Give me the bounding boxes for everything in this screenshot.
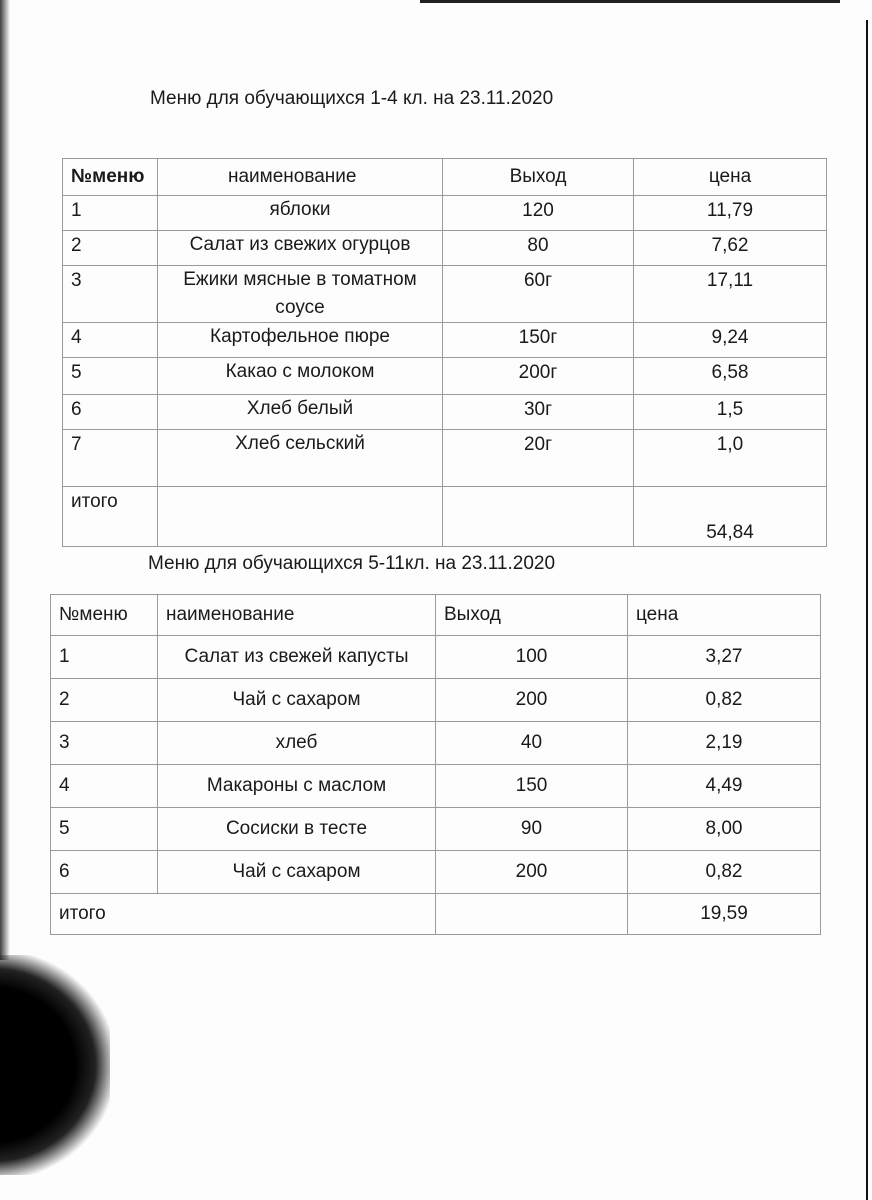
header-name: наименование xyxy=(158,595,436,636)
row-price: 4,49 xyxy=(628,765,821,808)
total-label: итого xyxy=(63,487,158,547)
table-row xyxy=(51,636,821,679)
row-price: 8,00 xyxy=(628,808,821,851)
table-row xyxy=(51,808,821,851)
row-number: 3 xyxy=(63,266,158,323)
table-row xyxy=(63,196,827,231)
header-name: наименование xyxy=(158,159,443,196)
row-yield: 90 xyxy=(436,808,628,851)
row-yield: 120 xyxy=(443,196,634,231)
row-number: 1 xyxy=(51,636,158,679)
menu-5-11-table xyxy=(50,594,821,935)
row-price: 0,82 xyxy=(628,851,821,894)
row-price: 3,27 xyxy=(628,636,821,679)
row-price: 1,5 xyxy=(634,395,827,430)
row-price: 6,58 xyxy=(634,358,827,395)
row-dish-name: Хлеб белый xyxy=(158,395,443,430)
row-number: 2 xyxy=(63,231,158,266)
row-yield: 20г xyxy=(443,430,634,487)
row-price: 2,19 xyxy=(628,722,821,765)
table-row xyxy=(63,358,827,395)
header-menu-number: №меню xyxy=(63,159,158,196)
scan-edge-shadow xyxy=(0,0,10,960)
total-empty-cell xyxy=(443,487,634,547)
row-number: 5 xyxy=(63,358,158,395)
row-number: 5 xyxy=(51,808,158,851)
row-yield: 200 xyxy=(436,851,628,894)
row-dish-name: Чай с сахаром xyxy=(158,851,436,894)
table-row xyxy=(63,231,827,266)
header-menu-number: №меню xyxy=(51,595,158,636)
row-dish-name: Макароны с маслом xyxy=(158,765,436,808)
row-dish-name: Чай с сахаром xyxy=(158,679,436,722)
header-yield: Выход xyxy=(443,159,634,196)
row-yield: 200г xyxy=(443,358,634,395)
header-price: цена xyxy=(628,595,821,636)
row-yield: 30г xyxy=(443,395,634,430)
menu-1-4-title: Меню для обучающихся 1-4 кл. на 23.11.2020 xyxy=(150,88,554,109)
table-row xyxy=(51,679,821,722)
total-label: итого xyxy=(51,894,436,935)
table-row xyxy=(51,765,821,808)
row-yield: 150г xyxy=(443,323,634,358)
table-row xyxy=(51,722,821,765)
row-number: 6 xyxy=(63,395,158,430)
table-row xyxy=(51,851,821,894)
scan-right-edge xyxy=(866,20,868,1200)
row-yield: 200 xyxy=(436,679,628,722)
table-row xyxy=(63,395,827,430)
row-price: 1,0 xyxy=(634,430,827,487)
row-yield: 40 xyxy=(436,722,628,765)
row-number: 1 xyxy=(63,196,158,231)
total-row xyxy=(51,894,821,935)
row-price: 11,79 xyxy=(634,196,827,231)
row-yield: 100 xyxy=(436,636,628,679)
total-empty-cell xyxy=(158,487,443,547)
menu-5-11-title: Меню для обучающихся 5-11кл. на 23.11.2020 xyxy=(148,553,556,574)
table-row xyxy=(63,323,827,358)
row-dish-name: хлеб xyxy=(158,722,436,765)
row-dish-name: Ежики мясные в томатном соусе xyxy=(158,266,443,323)
row-price: 0,82 xyxy=(628,679,821,722)
row-number: 2 xyxy=(51,679,158,722)
row-dish-name: Картофельное пюре xyxy=(158,323,443,358)
row-number: 7 xyxy=(63,430,158,487)
row-price: 7,62 xyxy=(634,231,827,266)
row-yield: 80 xyxy=(443,231,634,266)
row-dish-name: Салат из свежих огурцов xyxy=(158,231,443,266)
scan-top-edge xyxy=(420,0,840,3)
row-price: 9,24 xyxy=(634,323,827,358)
total-value: 19,59 xyxy=(628,894,821,935)
row-dish-name: Салат из свежей капусты xyxy=(158,636,436,679)
table-row xyxy=(63,430,827,487)
row-dish-name: Сосиски в тесте xyxy=(158,808,436,851)
total-row xyxy=(63,487,827,547)
row-yield: 60г xyxy=(443,266,634,323)
row-number: 4 xyxy=(63,323,158,358)
table-row xyxy=(63,266,827,323)
total-empty-cell xyxy=(436,894,628,935)
row-dish-name: Какао с молоком xyxy=(158,358,443,395)
row-price: 17,11 xyxy=(634,266,827,323)
table-header-row xyxy=(63,159,827,196)
row-dish-name: яблоки xyxy=(158,196,443,231)
header-yield: Выход xyxy=(436,595,628,636)
scan-dark-blot xyxy=(0,955,110,1175)
total-value: 54,84 xyxy=(634,487,827,547)
row-yield: 150 xyxy=(436,765,628,808)
row-dish-name: Хлеб сельский xyxy=(158,430,443,487)
table-header-row xyxy=(51,595,821,636)
menu-1-4-table xyxy=(62,158,827,547)
row-number: 6 xyxy=(51,851,158,894)
row-number: 3 xyxy=(51,722,158,765)
header-price: цена xyxy=(634,159,827,196)
row-number: 4 xyxy=(51,765,158,808)
